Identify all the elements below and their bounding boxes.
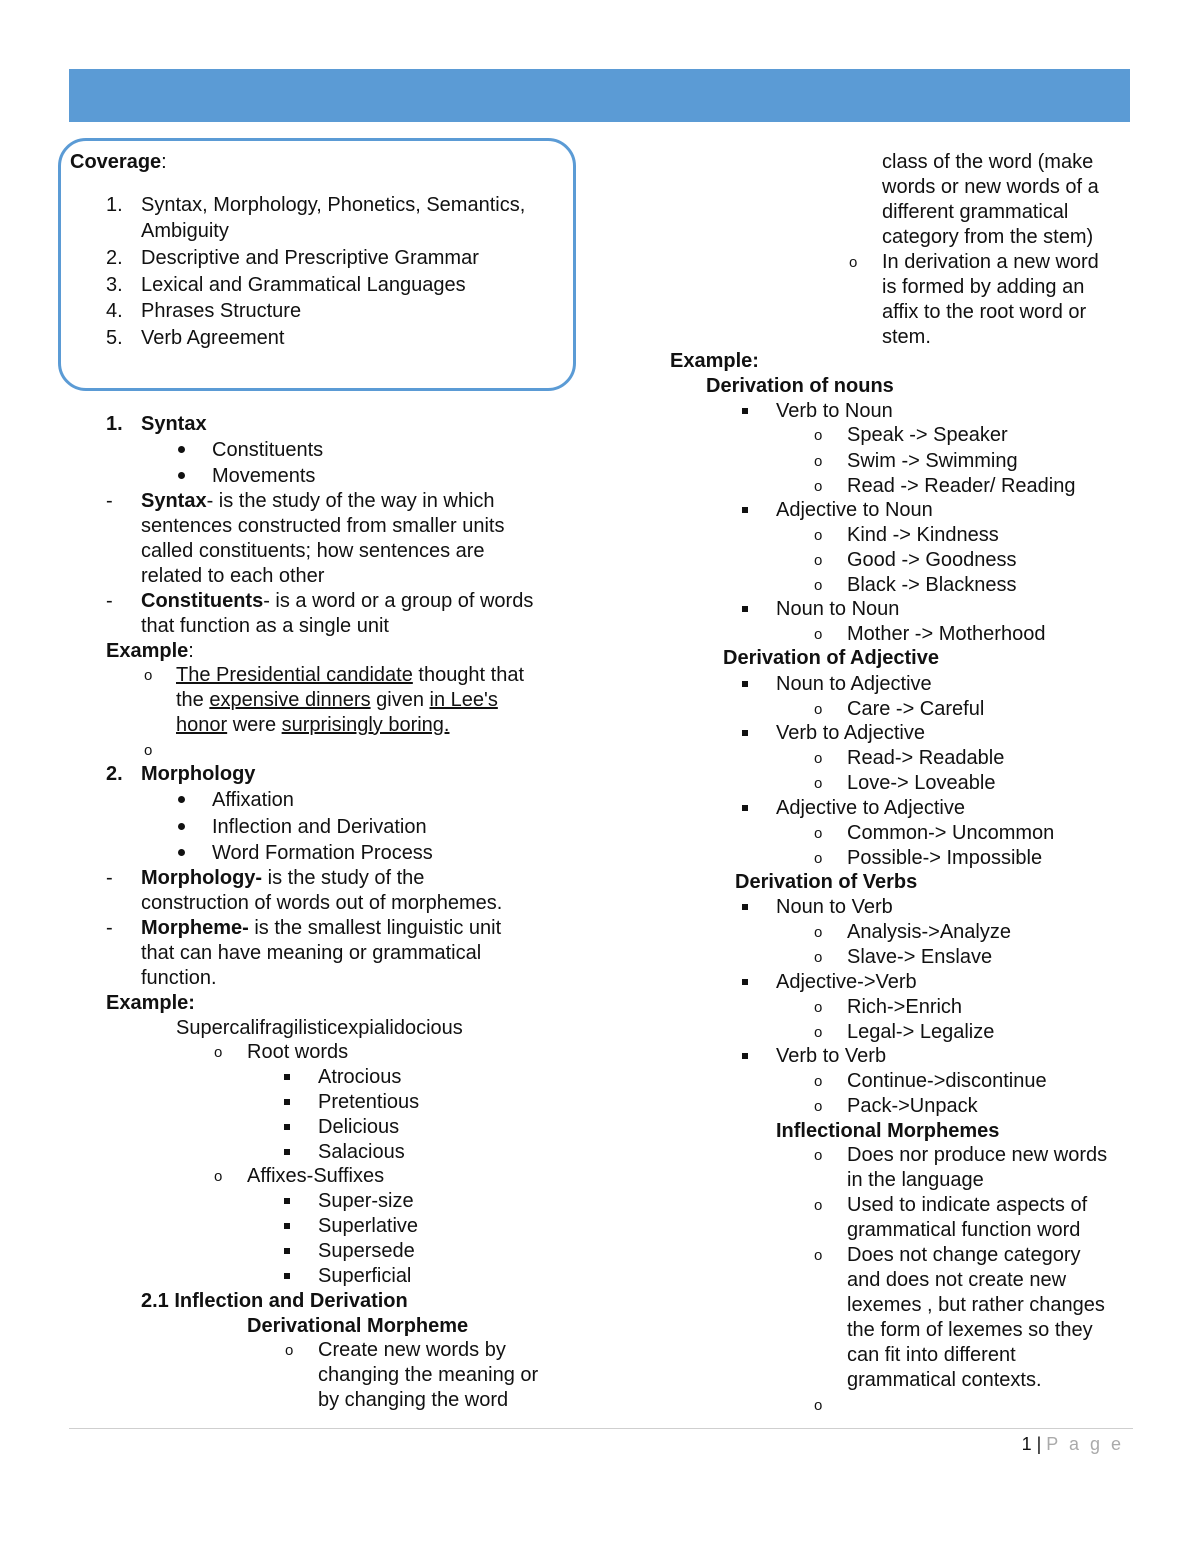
text-line: In derivation a new word (882, 251, 1099, 273)
dash-icon: - (106, 917, 113, 939)
list-item: Movements (212, 465, 316, 487)
list-item: Affixation (212, 789, 294, 811)
list-item: Speak -> Speaker (847, 424, 1008, 446)
circle-bullet-icon: o (814, 1073, 823, 1090)
square-bullet-icon (284, 1149, 290, 1155)
list-item: Superlative (318, 1215, 419, 1237)
sub-label: Noun to Noun (776, 598, 900, 620)
list-item: Root words (247, 1041, 349, 1063)
bullet-dot-icon (178, 796, 185, 803)
circle-bullet-icon: o (814, 478, 823, 495)
circle-bullet-icon: o (214, 1044, 223, 1061)
sub-label: Adjective to Noun (776, 499, 933, 521)
sub-label: Adjective->Verb (776, 971, 917, 993)
definition-line: called constituents; how sentences are (141, 540, 485, 562)
circle-bullet-icon: o (285, 1342, 294, 1359)
page-footer: 1 | P a g e (1021, 1434, 1124, 1454)
text-line: grammatical contexts. (847, 1369, 1042, 1391)
circle-bullet-icon: o (814, 453, 823, 470)
list-item: Legal-> Legalize (847, 1021, 995, 1043)
list-item: Atrocious (318, 1066, 402, 1088)
text-line: grammatical function word (847, 1219, 1081, 1241)
circle-bullet-icon: o (814, 626, 823, 643)
square-bullet-icon (742, 408, 748, 414)
text-line: by changing the word (318, 1389, 509, 1411)
example-sentence: honor were surprisingly boring. (176, 714, 450, 736)
definition-line: function. (141, 967, 217, 989)
square-bullet-icon (742, 904, 748, 910)
sub-label: Adjective to Adjective (776, 797, 965, 819)
circle-bullet-icon: o (814, 427, 823, 444)
circle-bullet-icon: o (814, 825, 823, 842)
section-num: 1. (106, 413, 123, 435)
definition-line: that function as a single unit (141, 615, 389, 637)
square-bullet-icon (742, 1053, 748, 1059)
circle-bullet-icon: o (814, 1197, 823, 1214)
circle-bullet-icon: o (144, 742, 153, 759)
list-item: Kind -> Kindness (847, 524, 999, 546)
section-title-syntax: Syntax (141, 413, 207, 435)
coverage-item-num: 2. (106, 247, 123, 269)
list-item: Common-> Uncommon (847, 822, 1055, 844)
list-item: Slave-> Enslave (847, 946, 993, 968)
bullet-dot-icon (178, 446, 185, 453)
circle-bullet-icon: o (814, 527, 823, 544)
coverage-item: Syntax, Morphology, Phonetics, Semantics, (141, 194, 526, 216)
circle-bullet-icon: o (814, 552, 823, 569)
example-word: Supercalifragilisticexpialidocious (176, 1017, 463, 1039)
list-item: Pretentious (318, 1091, 420, 1113)
circle-bullet-icon: o (814, 924, 823, 941)
coverage-item: Descriptive and Prescriptive Grammar (141, 247, 479, 269)
example-sentence: The Presidential candidate thought that (176, 664, 525, 686)
sub-label: Noun to Adjective (776, 673, 932, 695)
circle-bullet-icon: o (814, 999, 823, 1016)
square-bullet-icon (742, 979, 748, 985)
bullet-dot-icon (178, 823, 185, 830)
definition-syntax: Syntax- is the study of the way in which (141, 490, 495, 512)
sub-label: Verb to Noun (776, 400, 893, 422)
dash-icon: - (106, 490, 113, 512)
subsection-title: Inflectional Morphemes (776, 1120, 1000, 1142)
circle-bullet-icon: o (814, 577, 823, 594)
example-sentence: the expensive dinners given in Lee's (176, 689, 498, 711)
definition-morphology: Morphology- is the study of the (141, 867, 425, 889)
circle-bullet-icon: o (814, 1147, 823, 1164)
list-item: Super-size (318, 1190, 414, 1212)
group-title: Derivation of Verbs (735, 871, 918, 893)
square-bullet-icon (742, 805, 748, 811)
square-bullet-icon (742, 681, 748, 687)
sub-label: Noun to Verb (776, 896, 893, 918)
definition-morpheme: Morpheme- is the smallest linguistic unit (141, 917, 502, 939)
square-bullet-icon (284, 1223, 290, 1229)
list-item: Good -> Goodness (847, 549, 1017, 571)
text-line: lexemes , but rather changes (847, 1294, 1105, 1316)
list-item: Word Formation Process (212, 842, 433, 864)
subsection-title: Derivational Morpheme (247, 1315, 469, 1337)
coverage-item: Verb Agreement (141, 327, 285, 349)
coverage-item: Phrases Structure (141, 300, 302, 322)
circle-bullet-icon: o (814, 775, 823, 792)
square-bullet-icon (742, 730, 748, 736)
text-line: and does not create new (847, 1269, 1067, 1291)
circle-bullet-icon: o (849, 254, 858, 271)
list-item: Superficial (318, 1265, 412, 1287)
text-line: Used to indicate aspects of (847, 1194, 1088, 1216)
text-line: changing the meaning or (318, 1364, 539, 1386)
list-item: Supersede (318, 1240, 415, 1262)
list-item: Read-> Readable (847, 747, 1005, 769)
square-bullet-icon (742, 507, 748, 513)
coverage-item: Lexical and Grammatical Languages (141, 274, 466, 296)
definition-line: that can have meaning or grammatical (141, 942, 482, 964)
text-line: words or new words of a (882, 176, 1099, 198)
list-item: Love-> Loveable (847, 772, 996, 794)
list-item: Analysis->Analyze (847, 921, 1011, 943)
square-bullet-icon (284, 1074, 290, 1080)
square-bullet-icon (284, 1273, 290, 1279)
definition-constituents: Constituents- is a word or a group of words (141, 590, 534, 612)
coverage-item-num: 4. (106, 300, 123, 322)
list-item: Possible-> Impossible (847, 847, 1043, 869)
circle-bullet-icon: o (814, 1397, 823, 1414)
list-item: Swim -> Swimming (847, 450, 1018, 472)
definition-line: sentences constructed from smaller units (141, 515, 505, 537)
text-line: the form of lexemes so they (847, 1319, 1093, 1341)
section-num: 2. (106, 763, 123, 785)
dash-icon: - (106, 590, 113, 612)
square-bullet-icon (284, 1248, 290, 1254)
example-label: Example: (106, 640, 194, 662)
text-line: class of the word (make (882, 151, 1094, 173)
group-title: Derivation of nouns (706, 375, 894, 397)
definition-line: construction of words out of morphemes. (141, 892, 503, 914)
list-item: Constituents (212, 439, 324, 461)
list-item: Inflection and Derivation (212, 816, 427, 838)
coverage-item-num: 5. (106, 327, 123, 349)
bullet-dot-icon (178, 849, 185, 856)
sub-label: Verb to Adjective (776, 722, 925, 744)
subsection-title: 2.1 Inflection and Derivation (141, 1290, 408, 1312)
coverage-item-num: 3. (106, 274, 123, 296)
coverage-item-num: 1. (106, 194, 123, 216)
sub-label: Verb to Verb (776, 1045, 887, 1067)
square-bullet-icon (742, 606, 748, 612)
coverage-heading: Coverage: (70, 151, 167, 173)
list-item: Continue->discontinue (847, 1070, 1047, 1092)
text-line: different grammatical (882, 201, 1069, 223)
circle-bullet-icon: o (814, 701, 823, 718)
circle-bullet-icon: o (144, 667, 153, 684)
circle-bullet-icon: o (814, 1024, 823, 1041)
header-banner (69, 69, 1130, 122)
text-line: Create new words by (318, 1339, 506, 1361)
list-item: Delicious (318, 1116, 400, 1138)
example-label: Example: (106, 992, 195, 1014)
text-line: affix to the root word or (882, 301, 1087, 323)
circle-bullet-icon: o (214, 1168, 223, 1185)
definition-line: related to each other (141, 565, 325, 587)
circle-bullet-icon: o (814, 750, 823, 767)
list-item: Black -> Blackness (847, 574, 1017, 596)
list-item: Read -> Reader/ Reading (847, 475, 1076, 497)
list-item: Mother -> Motherhood (847, 623, 1046, 645)
circle-bullet-icon: o (814, 1247, 823, 1264)
text-line: category from the stem) (882, 226, 1094, 248)
example-label: Example: (670, 350, 759, 372)
circle-bullet-icon: o (814, 1098, 823, 1115)
coverage-item: Ambiguity (141, 220, 229, 242)
text-line: stem. (882, 326, 931, 348)
list-item: Salacious (318, 1141, 405, 1163)
square-bullet-icon (284, 1198, 290, 1204)
circle-bullet-icon: o (814, 949, 823, 966)
square-bullet-icon (284, 1124, 290, 1130)
text-line: is formed by adding an (882, 276, 1085, 298)
circle-bullet-icon: o (814, 850, 823, 867)
text-line: Does not change category (847, 1244, 1081, 1266)
list-item: Pack->Unpack (847, 1095, 978, 1117)
text-line: Does nor produce new words (847, 1144, 1108, 1166)
dash-icon: - (106, 867, 113, 889)
text-line: can fit into different (847, 1344, 1016, 1366)
list-item: Rich->Enrich (847, 996, 963, 1018)
square-bullet-icon (284, 1099, 290, 1105)
list-item: Care -> Careful (847, 698, 985, 720)
section-title-morphology: Morphology (141, 763, 256, 785)
footer-rule (69, 1428, 1133, 1429)
group-title: Derivation of Adjective (723, 647, 939, 669)
bullet-dot-icon (178, 472, 185, 479)
list-item: Affixes-Suffixes (247, 1165, 385, 1187)
text-line: in the language (847, 1169, 984, 1191)
